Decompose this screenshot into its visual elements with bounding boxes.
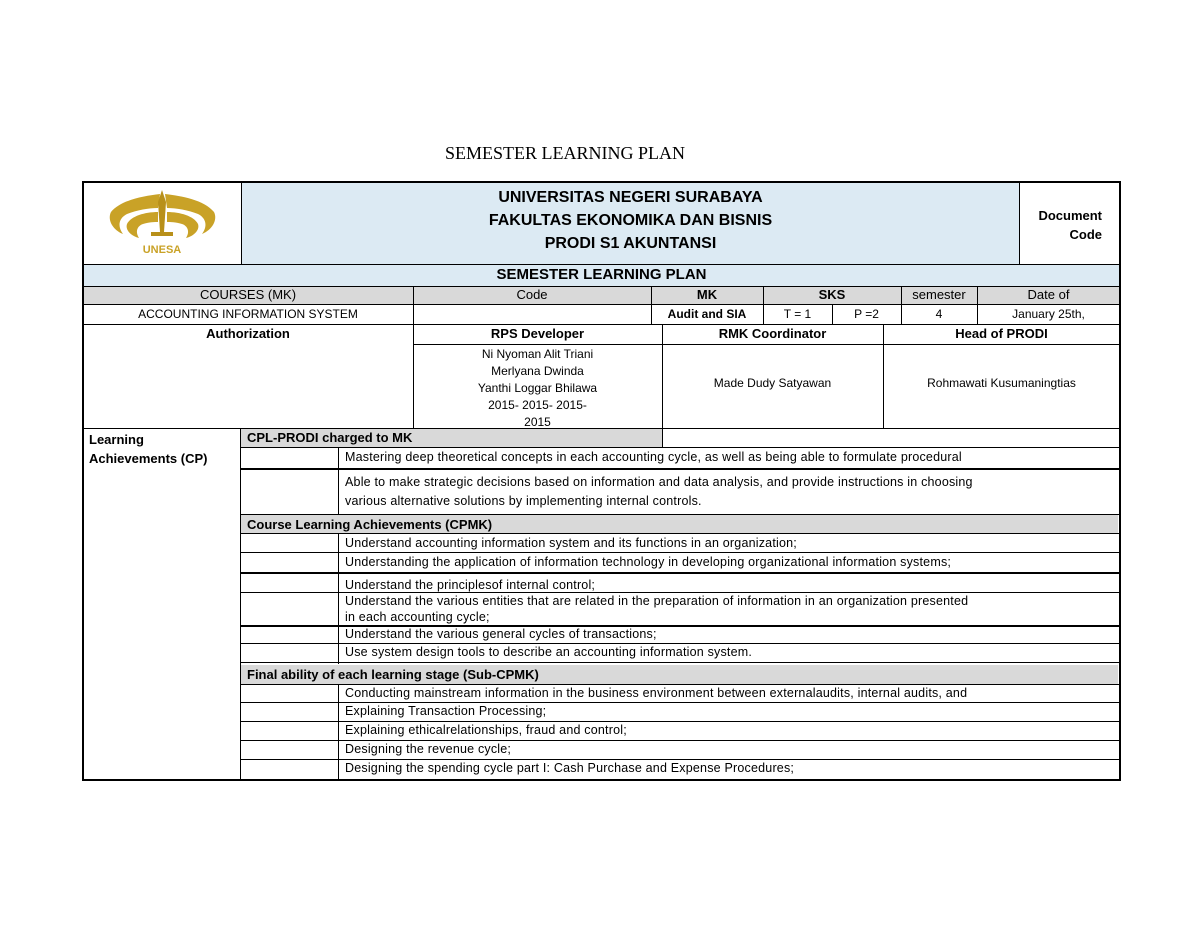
sub-cpmk-item: Designing the revenue cycle;: [345, 742, 512, 756]
learning-achievements-label: [89, 430, 239, 468]
learning-label-line1: Learning: [89, 432, 144, 447]
developer-name: Ni Nyoman Alit Triani: [481, 347, 594, 361]
university-name: UNIVERSITAS NEGERI SURABAYA: [498, 189, 763, 206]
course-row: [83, 304, 1120, 324]
sub-cpmk-item: Explaining Transaction Processing;: [345, 704, 547, 718]
date-header: Date of: [1027, 287, 1070, 302]
sub-cpmk-item: Explaining ethicalrelationships, fraud and control;: [345, 723, 627, 737]
cpmk-item: in each accounting cycle;: [345, 610, 490, 624]
sub-cpmk-header: Final ability of each learning stage (Sub-CPMK): [241, 665, 1118, 684]
course-semester: 4: [935, 307, 943, 321]
university-cell: [242, 182, 1019, 264]
cpmk-item: Understand the various general cycles of transactions;: [345, 627, 657, 641]
document-code-label-2: Code: [1069, 227, 1102, 242]
cpmk-item: Understand accounting information system and its functions in an organization;: [345, 536, 797, 550]
program-name: PRODI S1 AKUNTANSI: [544, 235, 717, 252]
head-name: Rohmawati Kusumaningtias: [927, 376, 1076, 390]
course-header-row: [83, 286, 1120, 304]
sks-t: T = 1: [783, 307, 812, 321]
unesa-logo-icon: [83, 182, 242, 264]
developer-name: Merlyana Dwinda: [491, 364, 584, 378]
cpmk-item: Use system design tools to describe an accounting information system.: [345, 645, 753, 659]
coordinator-name: Made Dudy Satyawan: [713, 376, 832, 390]
cpl-item: Able to make strategic decisions based on information and data analysis, and provide instructions in choosing: [345, 475, 973, 489]
faculty-name: FAKULTAS EKONOMIKA DAN BISNIS: [488, 212, 773, 229]
sks-p: P =2: [854, 307, 879, 321]
cpmk-item: Understand the various entities that are related in the preparation of information in an organization presented: [345, 594, 969, 608]
logo-text: UNESA: [142, 244, 182, 256]
cpmk-item: Understand the principlesof internal control;: [345, 578, 596, 592]
sub-cpmk-item: Conducting mainstream information in the business environment between externalaudits, internal audits, and: [345, 686, 968, 700]
developer-name: Yanthi Loggar Bhilawa: [477, 381, 598, 395]
sks-header: SKS: [818, 287, 846, 302]
cpmk-header: Course Learning Achievements (CPMK): [241, 515, 1118, 534]
rps-developer-header: RPS Developer: [490, 326, 585, 341]
rmk-coordinator-header: RMK Coordinator: [718, 326, 827, 341]
cpmk-item: Understanding the application of information technology in developing organizational information systems;: [345, 555, 952, 569]
document-code-label: Document: [1038, 208, 1102, 223]
authorization-header-row: [83, 324, 1120, 344]
cpl-item: various alternative solutions by implementing internal controls.: [345, 494, 702, 508]
authorization-names-row: [83, 344, 1120, 428]
authorization-label: Authorization: [206, 326, 290, 341]
rps-developers: [413, 346, 662, 428]
page-title: SEMESTER LEARNING PLAN: [444, 143, 685, 163]
courses-header: COURSES (MK): [199, 287, 297, 302]
developer-years: 2015: [524, 415, 551, 428]
cpl-prodi-header: CPL-PRODI charged to MK: [241, 429, 662, 447]
plan-title-bar: SEMESTER LEARNING PLAN: [83, 264, 1120, 286]
document-code-cell: [1019, 182, 1120, 264]
mk-header: MK: [696, 287, 718, 302]
learning-label-line2: Achievements (CP): [89, 451, 208, 466]
course-name: ACCOUNTING INFORMATION SYSTEM: [138, 307, 358, 321]
semester-header: semester: [912, 287, 966, 302]
cpl-item: Mastering deep theoretical concepts in each accounting cycle, as well as being able to formulate procedural: [345, 450, 962, 464]
code-header: Code: [516, 287, 548, 302]
sub-cpmk-item: Designing the spending cycle part I: Cash Purchase and Expense Procedures;: [345, 761, 795, 775]
head-of-prodi-header: Head of PRODI: [955, 326, 1048, 341]
logo-cell: [83, 182, 242, 264]
developer-years: 2015- 2015- 2015-: [488, 398, 587, 412]
course-mk: Audit and SIA: [667, 307, 747, 321]
course-date: January 25th,: [1012, 307, 1085, 321]
header-block: [83, 182, 1120, 264]
